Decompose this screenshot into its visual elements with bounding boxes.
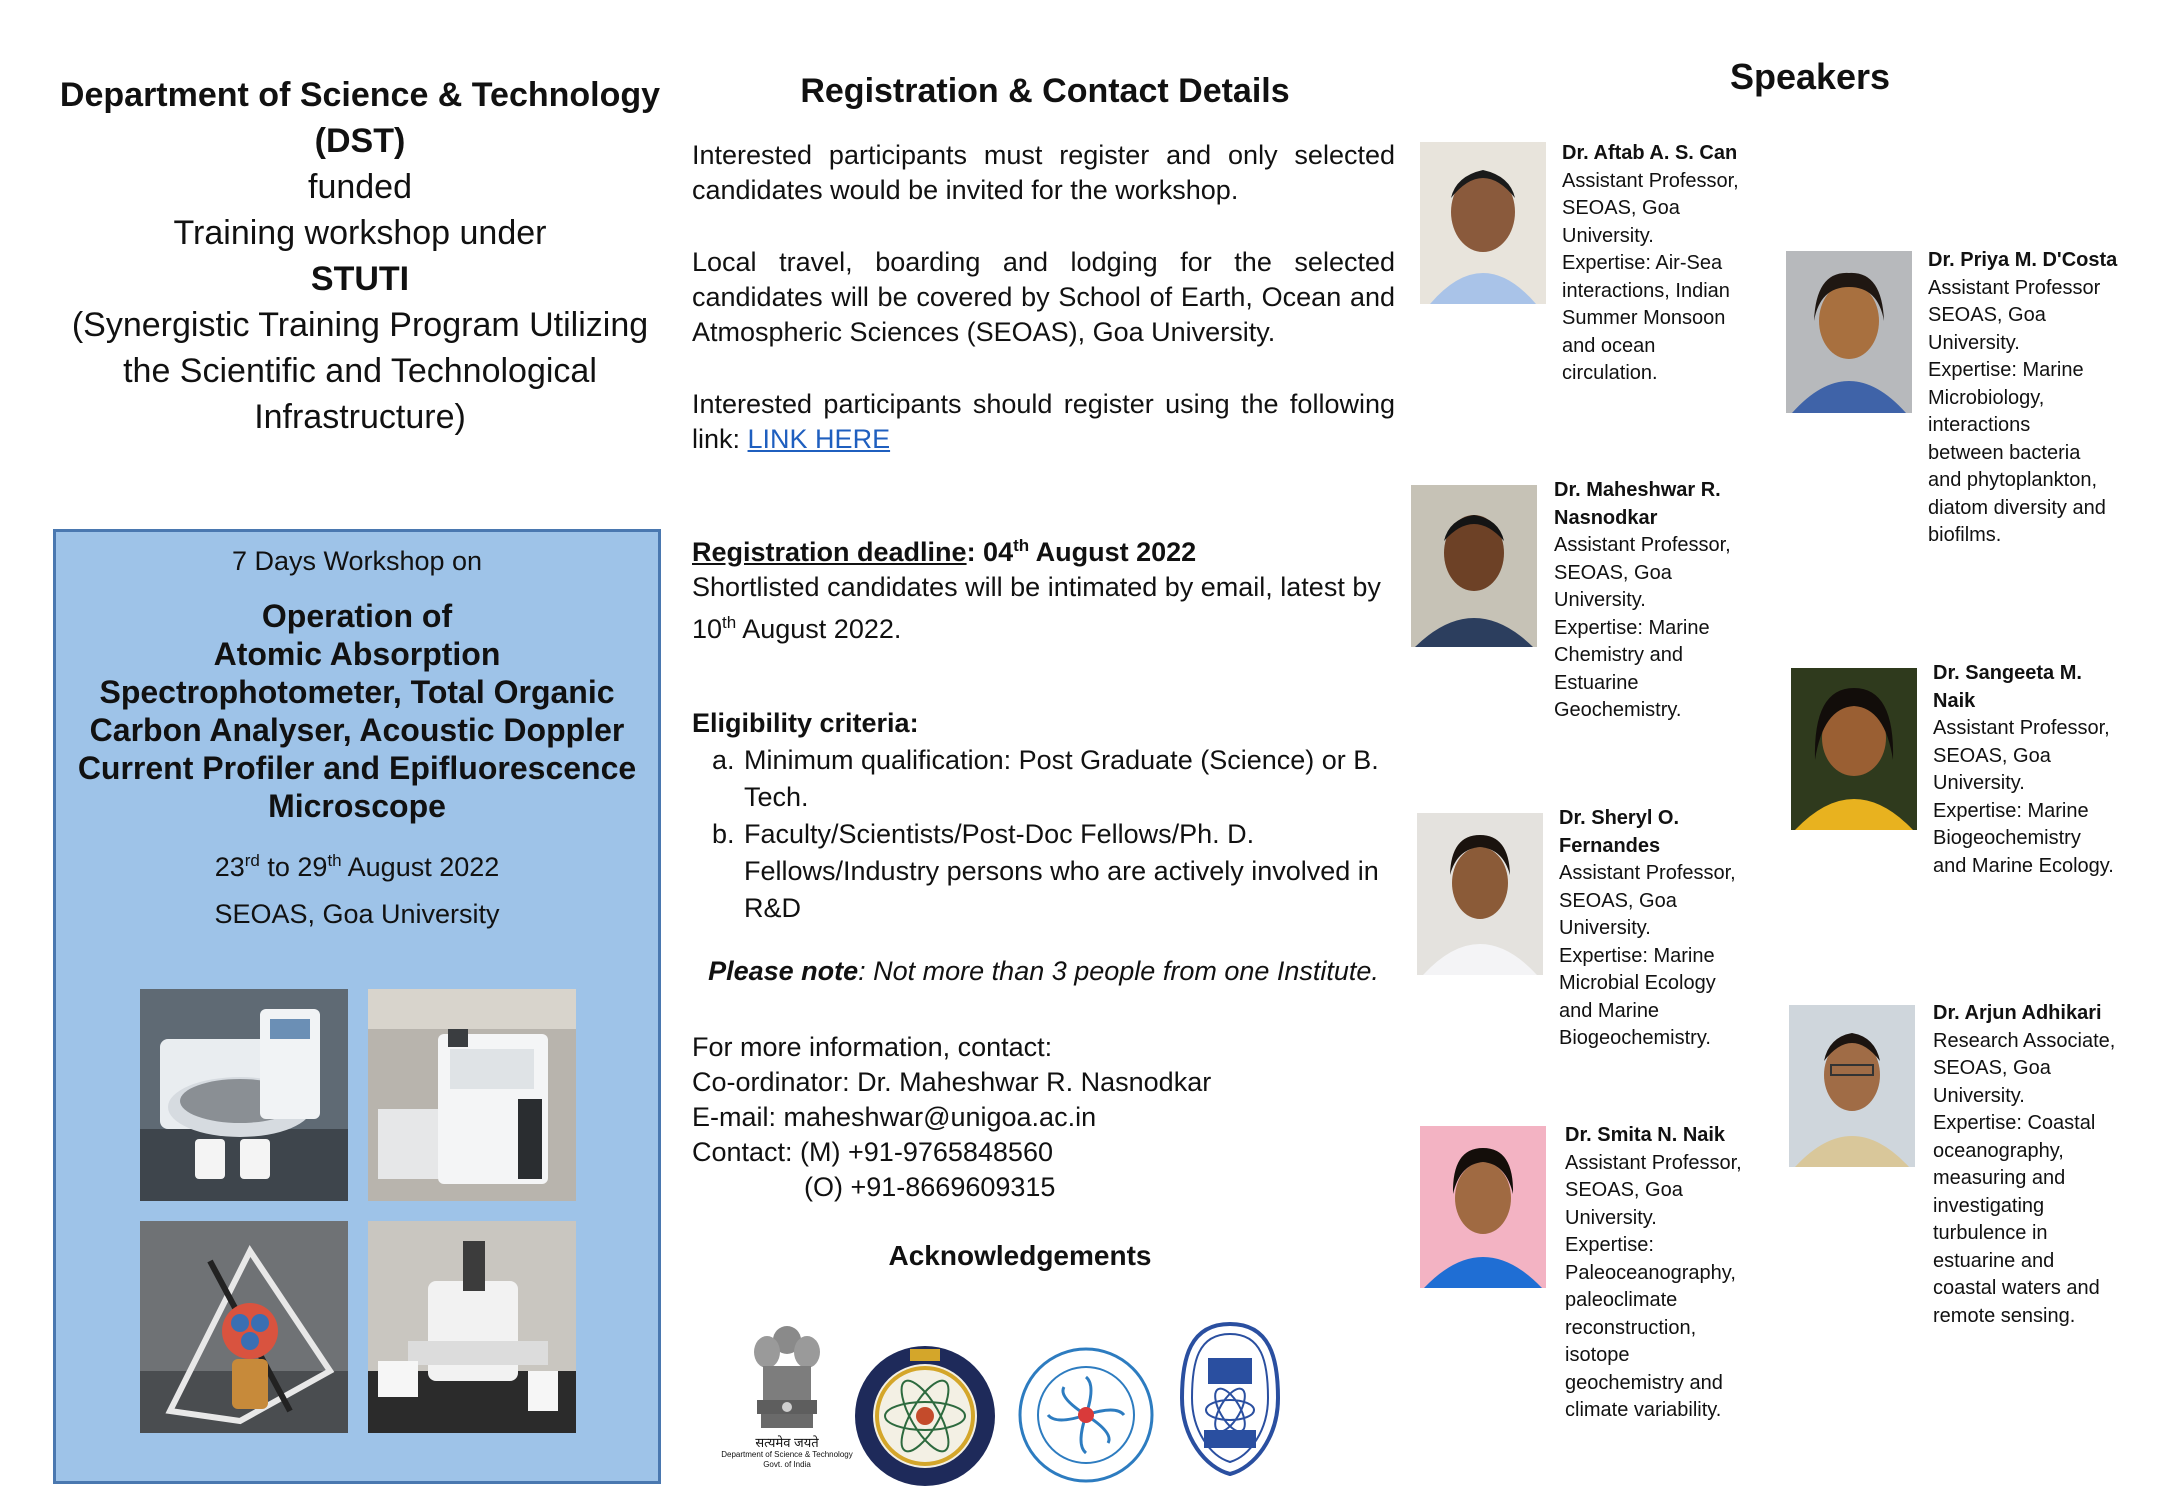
adcp-photo bbox=[140, 1221, 348, 1433]
speaker-card-1: Dr. Aftab A. S. Can Assistant Professor, SEOAS, Goa University. Expertise: Air-Sea interactions, Indian Summer Monsoon and ocean circulation. bbox=[1562, 140, 1762, 388]
speaker-photo-3 bbox=[1411, 485, 1537, 647]
criteria-item: a. Minimum qualification: Post Graduate (Science) or B. Tech. bbox=[742, 742, 1395, 816]
speaker-name: Dr. Arjun Adhikari bbox=[1933, 1002, 2102, 1024]
speaker-card-6: Dr. Arjun Adhikari Research Associate, SEOAS, Goa University. Expertise: Coastal oceanography, measuring and investigating turbulence in estuarine and coastal waters and remote sensing. bbox=[1933, 1000, 2133, 1330]
dst-header bbox=[50, 72, 670, 440]
workshop-dates: 23rd to 29th August 2022 bbox=[214, 851, 500, 882]
emblem-dept: Department of Science & Technology bbox=[721, 1450, 853, 1459]
speaker-card-5: Dr. Sheryl O. Fernandes Assistant Professor, SEOAS, Goa University. Expertise: Marine Microbial Ecology and Marine Biogeochemistry. bbox=[1559, 805, 1759, 1053]
dept-name: Department of Science & Technology bbox=[59, 76, 661, 114]
speaker-card-2: Dr. Priya M. D'Costa Assistant Professor SEOAS, Goa University. Expertise: Marine Microbiology, interactions between bacteria and phytoplankton, diatom diversity and biofilms. bbox=[1928, 247, 2128, 550]
speaker-card-3: Dr. Maheshwar R. Nasnodkar Assistant Professor, SEOAS, Goa University. Expertise: Marine Chemistry and Estuarine Geochemistry. bbox=[1554, 477, 1754, 725]
workshop-title-line: Carbon Analyser, Acoustic Doppler bbox=[89, 712, 625, 748]
speaker-photo-4 bbox=[1791, 668, 1917, 830]
criteria-list bbox=[692, 742, 1395, 927]
speaker-name: Dr. Sangeeta M. bbox=[1933, 662, 2082, 684]
workshop-title-line: Operation of bbox=[261, 598, 453, 634]
contact-intro: For more information, contact: bbox=[692, 1032, 1053, 1062]
program-line-3: Infrastructure) bbox=[254, 398, 466, 436]
shortlist-text: Shortlisted candidates will be intimated by email, latest by 10th August 2022. bbox=[692, 572, 1381, 644]
dst-abbr: (DST) bbox=[314, 122, 406, 160]
speaker-name: Dr. Aftab A. S. Can bbox=[1562, 142, 1738, 164]
speaker-photo-2 bbox=[1786, 251, 1912, 413]
workshop-venue: SEOAS, Goa University bbox=[214, 899, 500, 929]
eligibility-title: Eligibility criteria: bbox=[692, 708, 919, 738]
speaker-photo-1 bbox=[1420, 142, 1546, 304]
speaker-photo-6 bbox=[1789, 1005, 1915, 1167]
workshop-title-line: Microscope bbox=[268, 788, 446, 824]
deadline-block bbox=[692, 528, 1395, 647]
registration-paragraph-1: Interested participants must register and only selected candidates would be invited for the workshop. bbox=[692, 140, 1395, 205]
note-text: Please note: Not more than 3 people from one Institute. bbox=[708, 956, 1379, 986]
speaker-name: Dr. Sheryl O. bbox=[1559, 807, 1680, 829]
eligibility-block bbox=[692, 705, 1395, 927]
toc-analyser-photo bbox=[368, 989, 576, 1201]
registration-title: Registration & Contact Details bbox=[800, 72, 1290, 110]
contact-block bbox=[692, 1030, 1395, 1205]
speaker-photo-7 bbox=[1420, 1126, 1546, 1288]
fist-logo bbox=[852, 1343, 998, 1489]
stuti-text: STUTI bbox=[310, 260, 410, 298]
deadline-line: Registration deadline: 04th August 2022 bbox=[692, 536, 1197, 567]
phone-mobile: Contact: (M) +91-9765848560 bbox=[692, 1137, 1053, 1167]
workshop-intro: 7 Days Workshop on bbox=[231, 546, 483, 576]
acknowledgements-title: Acknowledgements bbox=[888, 1240, 1152, 1271]
program-line-1: (Synergistic Training Program Utilizing bbox=[71, 306, 649, 344]
workshop-title-line: Atomic Absorption bbox=[213, 636, 501, 672]
dst-emblem-logo bbox=[712, 1318, 862, 1483]
speaker-name: Dr. Priya M. D'Costa bbox=[1928, 249, 2118, 271]
speaker-name: Dr. Smita N. Naik bbox=[1565, 1124, 1726, 1146]
workshop-box bbox=[53, 529, 661, 1484]
microscope-photo bbox=[368, 1221, 576, 1433]
speakers-title: Speakers bbox=[1729, 56, 1891, 97]
speaker-name: Dr. Maheshwar R. bbox=[1554, 479, 1721, 501]
email-text: E-mail: maheshwar@unigoa.ac.in bbox=[692, 1102, 1097, 1132]
training-text: Training workshop under bbox=[173, 214, 547, 252]
registration-paragraph-3: Interested participants should register using the following link: LINK HERE bbox=[692, 389, 1395, 454]
speaker-card-7: Dr. Smita N. Naik Assistant Professor, SEOAS, Goa University. Expertise: Paleoceanography, paleoclimate reconstruction, isotope geochemistry and climate variability. bbox=[1565, 1122, 1765, 1425]
coordinator-text: Co-ordinator: Dr. Maheshwar R. Nasnodkar bbox=[692, 1067, 1212, 1097]
goa-university-logo bbox=[1174, 1318, 1286, 1478]
criteria-item: b. Faculty/Scientists/Post-Doc Fellows/Ph. D. Fellows/Industry persons who are actively involved in R&D bbox=[742, 816, 1395, 927]
registration-paragraph-2: Local travel, boarding and lodging for the selected candidates will be covered by School of Earth, Ocean and Atmospheric Sciences (SEOAS), Goa University. bbox=[692, 247, 1395, 347]
phone-office: (O) +91-8669609315 bbox=[804, 1172, 1056, 1202]
workshop-title-line: Current Profiler and Epifluorescence bbox=[77, 750, 637, 786]
program-line-2: the Scientific and Technological bbox=[123, 352, 597, 390]
emblem-govt: Govt. of India bbox=[763, 1460, 811, 1469]
speaker-card-4: Dr. Sangeeta M. Naik Assistant Professor, SEOAS, Goa University. Expertise: Marine Biogeochemistry and Marine Ecology. bbox=[1933, 660, 2133, 880]
register-link[interactable]: LINK HERE bbox=[747, 424, 891, 454]
funded-text: funded bbox=[308, 168, 412, 206]
ashoka-emblem-icon bbox=[747, 1318, 827, 1430]
workshop-title-line: Spectrophotometer, Total Organic bbox=[99, 674, 615, 710]
workshop-title bbox=[56, 597, 658, 825]
aas-photo bbox=[140, 989, 348, 1201]
emblem-motto: सत्यमेव जयते bbox=[755, 1435, 819, 1450]
speaker-photo-5 bbox=[1417, 813, 1543, 975]
iiser-logo bbox=[1018, 1347, 1154, 1483]
